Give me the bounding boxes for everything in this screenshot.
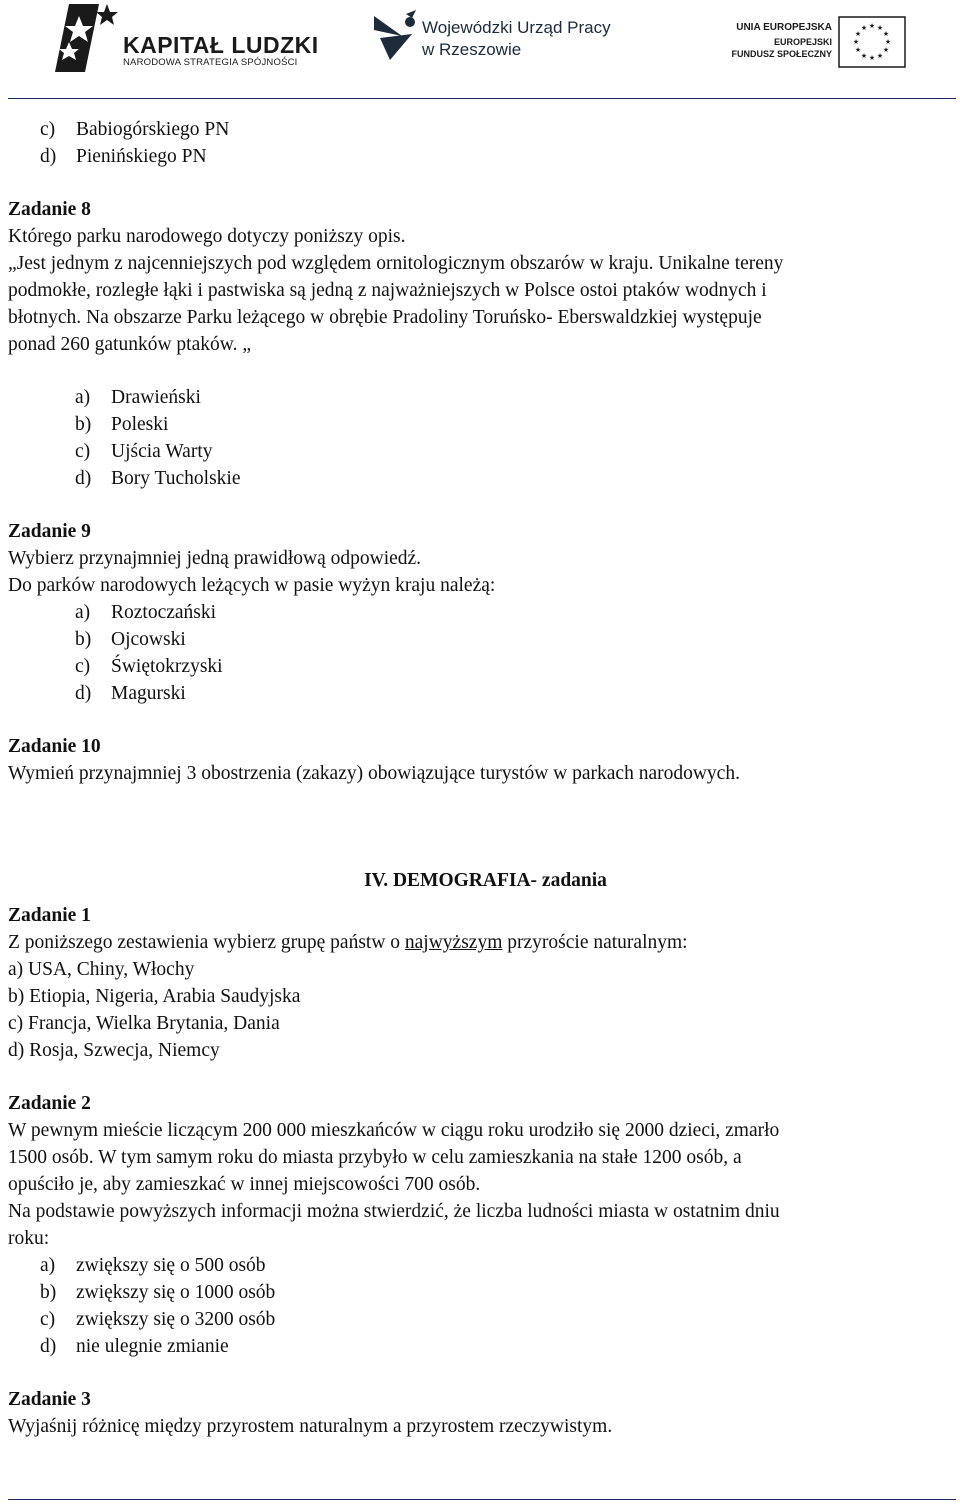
task-8-text: Którego parku narodowego dotyczy poniższy opis. bbox=[8, 226, 406, 247]
page-header bbox=[0, 0, 960, 100]
wup-bird-icon bbox=[372, 8, 418, 64]
demografia-task-2-text: Na podstawie powyższych informacji można stwierdzić, że liczba ludności miasta w ostatnim dniu bbox=[8, 1201, 780, 1222]
task-10-title: Zadanie 10 bbox=[8, 736, 101, 757]
eu-fund-line2: FUNDUSZ SPOŁECZNY bbox=[731, 49, 832, 59]
footer-divider bbox=[8, 1499, 956, 1500]
demografia-task-2-text: roku: bbox=[8, 1228, 50, 1249]
demografia-task-2-option: c) zwiększy się o 3200 osób bbox=[40, 1309, 276, 1330]
demografia-task-1-option: b) Etiopia, Nigeria, Arabia Saudyjska bbox=[8, 986, 301, 1007]
wup-logo bbox=[372, 8, 652, 68]
section-title: IV. DEMOGRAFIA- zadania bbox=[364, 870, 607, 891]
demografia-task-2-text: opuściło je, aby zamieszkać w innej miejscowości 700 osób. bbox=[8, 1174, 481, 1195]
svg-text:★: ★ bbox=[854, 30, 862, 38]
task-8-text: podmokłe, rozległe łąki i pastwiska są jedną z najważniejszych w Polsce ostoi ptaków wodnych i bbox=[8, 280, 767, 301]
demografia-task-1-option: c) Francja, Wielka Brytania, Dania bbox=[8, 1013, 280, 1034]
demografia-task-2-title: Zadanie 2 bbox=[8, 1093, 91, 1114]
kapital-ludzki-subtitle: NARODOWA STRATEGIA SPÓJNOŚCI bbox=[123, 57, 298, 68]
svg-text:★: ★ bbox=[852, 38, 860, 46]
demografia-task-2-option: d) nie ulegnie zmianie bbox=[40, 1336, 229, 1357]
eu-logo bbox=[728, 16, 906, 72]
demografia-task-1-intro: Z poniższego zestawienia wybierz grupę państw o najwyższym przyroście naturalnym: bbox=[8, 932, 688, 953]
demografia-task-2-text: 1500 osób. W tym samym roku do miasta przybyło w celu zamieszkania na stałe 1200 osób, a bbox=[8, 1147, 742, 1168]
eu-flag-icon bbox=[838, 16, 906, 68]
task-9-option: c) Świętokrzyski bbox=[75, 656, 223, 677]
list-item: d) Pienińskiego PN bbox=[40, 146, 207, 167]
task-10-text: Wymień przynajmniej 3 obostrzenia (zakazy) obowiązujące turystów w parkach narodowych. bbox=[8, 763, 740, 784]
svg-text:★: ★ bbox=[868, 22, 876, 30]
svg-text:★: ★ bbox=[868, 54, 876, 62]
task-9-text: Wybierz przynajmniej jedną prawidłową odpowiedź. bbox=[8, 548, 422, 569]
task-8-text: błotnych. Na obszarze Parku leżącego w obrębie Pradoliny Toruńsko- Eberswaldzkiej występuje bbox=[8, 307, 762, 328]
demografia-task-2-option: a) zwiększy się o 500 osób bbox=[40, 1255, 266, 1276]
document-body bbox=[8, 116, 953, 1440]
svg-text:★: ★ bbox=[884, 38, 892, 46]
task-8-option: b) Poleski bbox=[75, 414, 169, 435]
header-divider bbox=[8, 98, 956, 99]
eu-fund-line1: EUROPEJSKI bbox=[773, 37, 832, 47]
svg-text:★: ★ bbox=[882, 30, 890, 38]
demografia-task-2-option: b) zwiększy się o 1000 osób bbox=[40, 1282, 276, 1303]
task-9-option: a) Roztoczański bbox=[75, 602, 217, 623]
task-9-title: Zadanie 9 bbox=[8, 521, 91, 542]
demografia-task-3-text: Wyjaśnij różnicę między przyrostem naturalnym a przyrostem rzeczywistym. bbox=[8, 1416, 613, 1437]
demografia-task-1-option: a) USA, Chiny, Włochy bbox=[8, 959, 195, 980]
kapital-ludzki-title: KAPITAŁ LUDZKI bbox=[123, 32, 319, 58]
demografia-task-1-option: d) Rosja, Szwecja, Niemcy bbox=[8, 1040, 220, 1061]
wup-name-line2: w Rzeszowie bbox=[422, 40, 522, 59]
task-8-text: ponad 260 gatunków ptaków. „ bbox=[8, 334, 251, 355]
kapital-ludzki-emblem-icon bbox=[55, 2, 125, 74]
wup-name-line1: Wojewódzki Urząd Pracy bbox=[422, 18, 611, 37]
svg-text:★: ★ bbox=[876, 52, 884, 60]
task-8-option: a) Drawieński bbox=[75, 387, 201, 408]
svg-text:★: ★ bbox=[882, 46, 890, 54]
task-9-option: b) Ojcowski bbox=[75, 629, 186, 650]
task-8-title: Zadanie 8 bbox=[8, 199, 91, 220]
task-9-text: Do parków narodowych leżących w pasie wyżyn kraju należą: bbox=[8, 575, 496, 596]
svg-text:★: ★ bbox=[876, 24, 884, 32]
demografia-task-3-title: Zadanie 3 bbox=[8, 1389, 91, 1410]
list-item: c) Babiogórskiego PN bbox=[40, 119, 230, 140]
task-8-option: d) Bory Tucholskie bbox=[75, 468, 241, 489]
demografia-task-2-text: W pewnym mieście liczącym 200 000 mieszkańców w ciągu roku urodziło się 2000 dzieci, zmarło bbox=[8, 1120, 780, 1141]
eu-title: UNIA EUROPEJSKA bbox=[736, 22, 832, 33]
task-8-option: c) Ujścia Warty bbox=[75, 441, 213, 462]
task-8-text: „Jest jednym z najcenniejszych pod względem ornitologicznym obszarów w kraju. Unikalne tereny bbox=[8, 253, 784, 274]
svg-text:★: ★ bbox=[860, 52, 868, 60]
svg-text:★: ★ bbox=[854, 46, 862, 54]
kapital-ludzki-logo bbox=[55, 2, 319, 74]
demografia-task-1-title: Zadanie 1 bbox=[8, 905, 91, 926]
task-9-option: d) Magurski bbox=[75, 683, 186, 704]
svg-text:★: ★ bbox=[860, 24, 868, 32]
